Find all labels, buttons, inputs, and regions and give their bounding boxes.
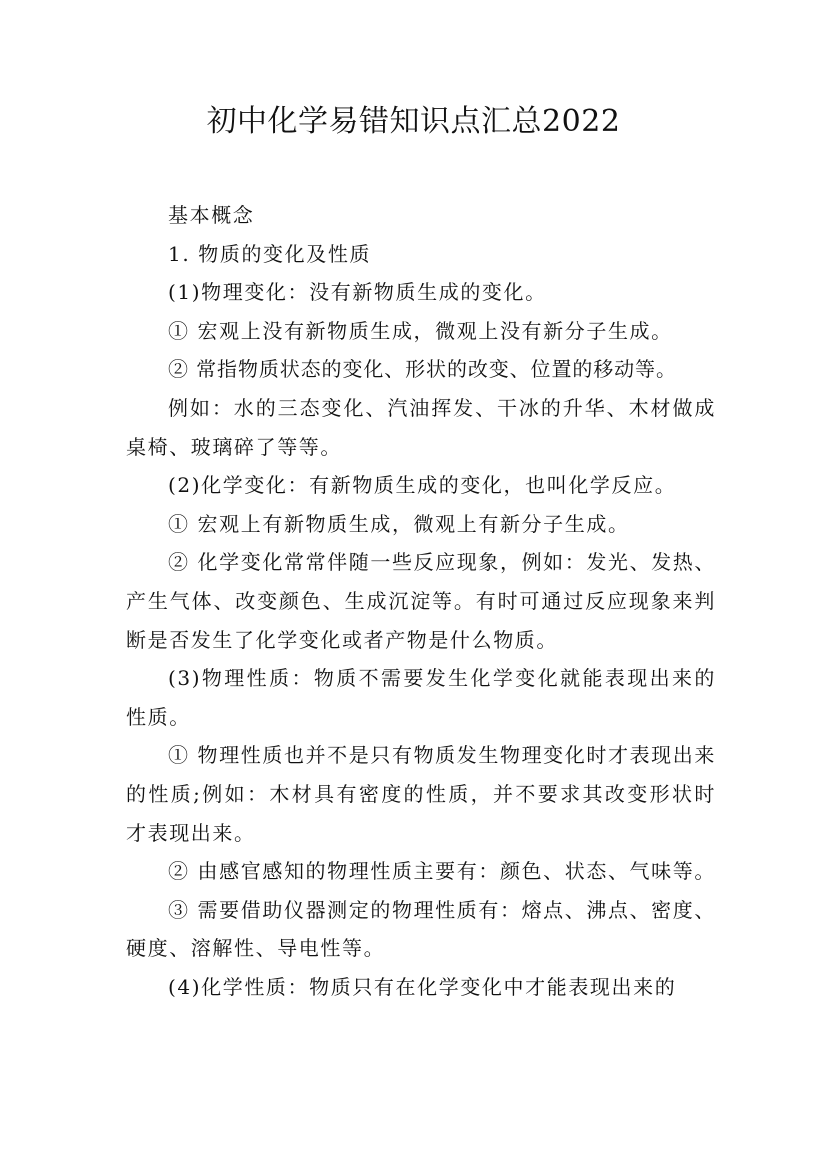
document-title: 初中化学易错知识点汇总2022	[206, 104, 621, 139]
paragraph: ① 宏观上没有新物质生成，微观上没有新分子生成。	[168, 318, 673, 343]
paragraph: (1)物理变化：没有新物质生成的变化。	[168, 280, 547, 305]
paragraph: (2)化学变化：有新物质生成的变化，也叫化学反应。	[168, 473, 677, 498]
paragraph: ② 化学变化常常伴随一些反应现象，例如：发光、发热、产生气体、改变颜色、生成沉淀等。有时可通过反应现象来判断是否发生了化学变化或者产物是什么物质。	[126, 550, 716, 652]
paragraph: ② 常指物质状态的变化、形状的改变、位置的移动等。	[168, 357, 677, 382]
section-heading: 基本概念	[168, 203, 255, 227]
paragraph: ① 宏观上有新物质生成，微观上有新分子生成。	[168, 511, 630, 536]
paragraph: ① 物理性质也并不是只有物质发生物理变化时才表现出来的性质;例如：木材具有密度的性质，并不要求其改变形状时才表现出来。	[126, 743, 716, 845]
paragraph: ③ 需要借助仪器测定的物理性质有：熔点、沸点、密度、硬度、溶解性、导电性等。	[126, 897, 716, 961]
subsection-heading: 1. 物质的变化及性质	[168, 241, 372, 266]
paragraph: (4)化学性质：物质只有在化学变化中才能表现出来的	[168, 974, 677, 999]
paragraph: 例如：水的三态变化、汽油挥发、干冰的升华、木材做成桌椅、玻璃碎了等等。	[126, 395, 716, 459]
paragraph: (3)物理性质：物质不需要发生化学变化就能表现出来的性质。	[126, 666, 716, 729]
paragraph: ② 由感官感知的物理性质主要有：颜色、状态、气味等。	[168, 859, 716, 884]
document-body	[126, 196, 716, 1006]
